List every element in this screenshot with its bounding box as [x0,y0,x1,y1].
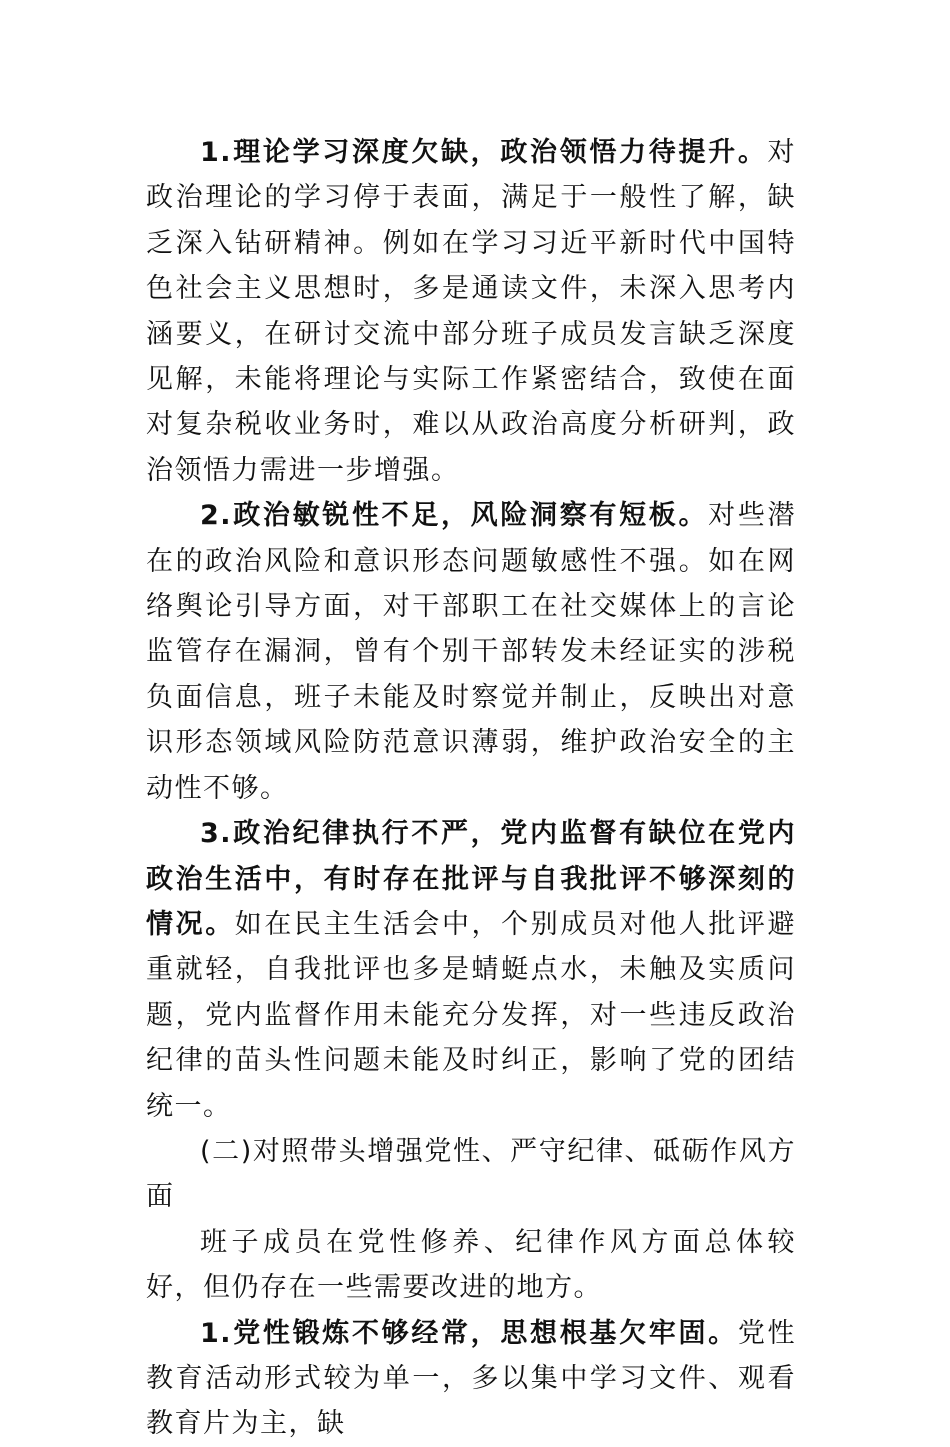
document-body [146,130,796,1447]
section-heading: (二)对照带头增强党性、严守纪律、砥砺作风方面 [146,1135,796,1213]
paragraph-lead: 1.理论学习深度欠缺，政治领悟力待提升。 [200,137,768,168]
section-intro: 班子成员在党性修养、纪律作风方面总体较好，但仍存在一些需要改进的地方。 [146,1226,796,1304]
paragraph-political-discipline [146,811,796,1129]
paragraph-body: 对些潜在的政治风险和意识形态问题敏感性不强。如在网络舆论引导方面，对干部职工在社交媒体上的言论监管存在漏洞，曾有个别干部转发未经证实的涉税负面信息，班子未能及时察觉并制止，反映出对意识形态领域风险防范意识薄弱，维护政治安全的主动性不够。 [146,500,797,804]
paragraph-body: 如在民主生活会中，个别成员对他人批评避重就轻，自我批评也多是蜻蜓点水，未触及实质问题，党内监督作用未能充分发挥，对一些违反政治纪律的苗头性问题未能及时纠正，影响了党的团结统一。 [146,908,797,1122]
paragraph-political-sensitivity [146,493,796,811]
paragraph-lead: 2.政治敏锐性不足，风险洞察有短板。 [200,500,709,532]
paragraph-party-spirit [146,1311,796,1447]
paragraph-lead: 1.党性锻炼不够经常，思想根基欠牢固。 [200,1317,738,1349]
paragraph-body: 对政治理论的学习停于表面，满足于一般性了解，缺乏深入钻研精神。例如在学习习近平新时代中国特色社会主义思想时，多是通读文件，未深入思考内涵要义，在研讨交流中部分班子成员发言缺乏深度见解，未能将理论与实际工作紧密结合，致使在面对复杂税收业务时，难以从政治高度分析研判，政治领悟力需进一步增强。 [146,137,796,486]
paragraph-lead: 3.政治纪律执行不严，党内监督有缺位在党内政治生活中，有时存在批评与自我批评不够深刻的情况。 [146,818,796,940]
paragraph-theory-study [146,130,796,493]
paragraph-body: 党性教育活动形式较为单一，多以集中学习文件、观看教育片为主，缺 [146,1317,797,1440]
